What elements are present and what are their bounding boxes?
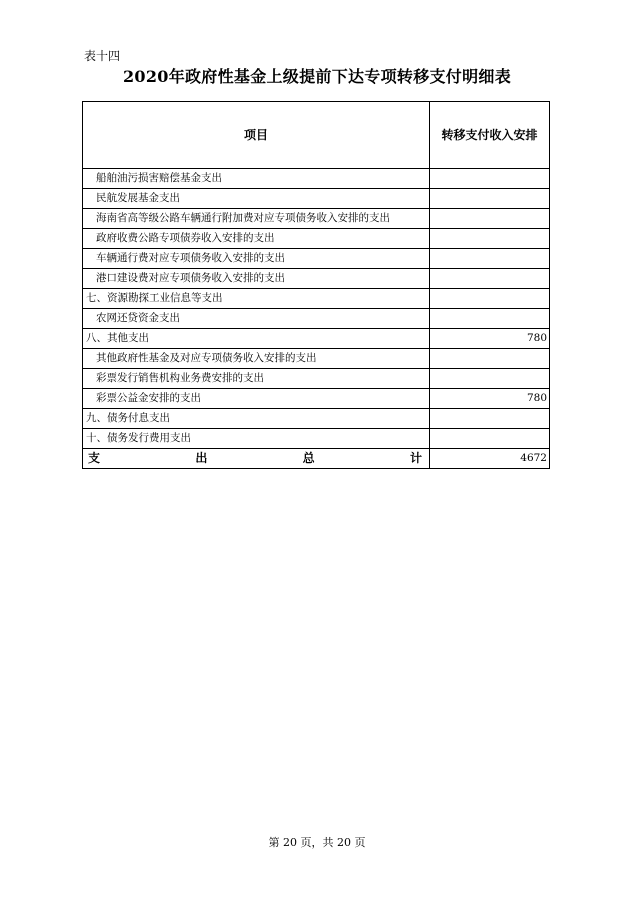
- table-row: [83, 249, 550, 269]
- total-amount: 4672: [430, 449, 550, 469]
- row-amount: [430, 269, 550, 289]
- table-row: [83, 189, 550, 209]
- row-amount: [430, 189, 550, 209]
- page-title: 2020年政府性基金上级提前下达专项转移支付明细表: [122, 67, 512, 86]
- total-row: [83, 449, 550, 469]
- row-item-label: 其他政府性基金及对应专项债务收入安排的支出: [83, 349, 430, 369]
- table-header-row: [83, 102, 550, 169]
- row-item-label: 海南省高等级公路车辆通行附加费对应专项债务收入安排的支出: [83, 209, 430, 229]
- table-row: [83, 289, 550, 309]
- row-amount: 780: [430, 389, 550, 409]
- page-footer: 第 20 页，共 20 页: [268, 836, 366, 849]
- transfer-payment-table: [82, 101, 550, 469]
- row-item-label: 彩票公益金安排的支出: [83, 389, 430, 409]
- row-amount: [430, 369, 550, 389]
- row-item-label: 车辆通行费对应专项债务收入安排的支出: [83, 249, 430, 269]
- total-label-char: 计: [409, 451, 422, 465]
- row-item-label: 八、其他支出: [83, 329, 430, 349]
- row-item-label: 十、债务发行费用支出: [83, 429, 430, 449]
- row-item-label: 农网还贷资金支出: [83, 309, 430, 329]
- table-row: [83, 409, 550, 429]
- row-item-label: 民航发展基金支出: [83, 189, 430, 209]
- table-row: [83, 369, 550, 389]
- total-label-char: 支: [88, 451, 101, 465]
- table-row: [83, 309, 550, 329]
- column-header-item: 项目: [83, 102, 430, 169]
- row-amount: [430, 289, 550, 309]
- row-item-label: 彩票发行销售机构业务费安排的支出: [83, 369, 430, 389]
- table-number-label: 表十四: [84, 49, 121, 63]
- row-amount: [430, 209, 550, 229]
- column-header-amount: 转移支付收入安排: [430, 102, 550, 169]
- row-amount: [430, 169, 550, 189]
- row-amount: [430, 309, 550, 329]
- row-item-label: 港口建设费对应专项债务收入安排的支出: [83, 269, 430, 289]
- row-amount: [430, 409, 550, 429]
- table-row: [83, 269, 550, 289]
- row-amount: [430, 429, 550, 449]
- table-row: [83, 429, 550, 449]
- row-amount: [430, 249, 550, 269]
- row-item-label: 七、资源勘探工业信息等支出: [83, 289, 430, 309]
- table-row: [83, 389, 550, 409]
- row-amount: [430, 229, 550, 249]
- table-row: [83, 349, 550, 369]
- row-amount: [430, 349, 550, 369]
- row-item-label: 船舶油污损害赔偿基金支出: [83, 169, 430, 189]
- total-label-char: 出: [195, 451, 208, 465]
- table-row: [83, 229, 550, 249]
- row-item-label: 政府收费公路专项债券收入安排的支出: [83, 229, 430, 249]
- total-label-char: 总: [302, 451, 315, 465]
- row-amount: 780: [430, 329, 550, 349]
- table-row: [83, 329, 550, 349]
- table-row: [83, 169, 550, 189]
- table-row: [83, 209, 550, 229]
- total-label: [83, 449, 430, 469]
- row-item-label: 九、债务付息支出: [83, 409, 430, 429]
